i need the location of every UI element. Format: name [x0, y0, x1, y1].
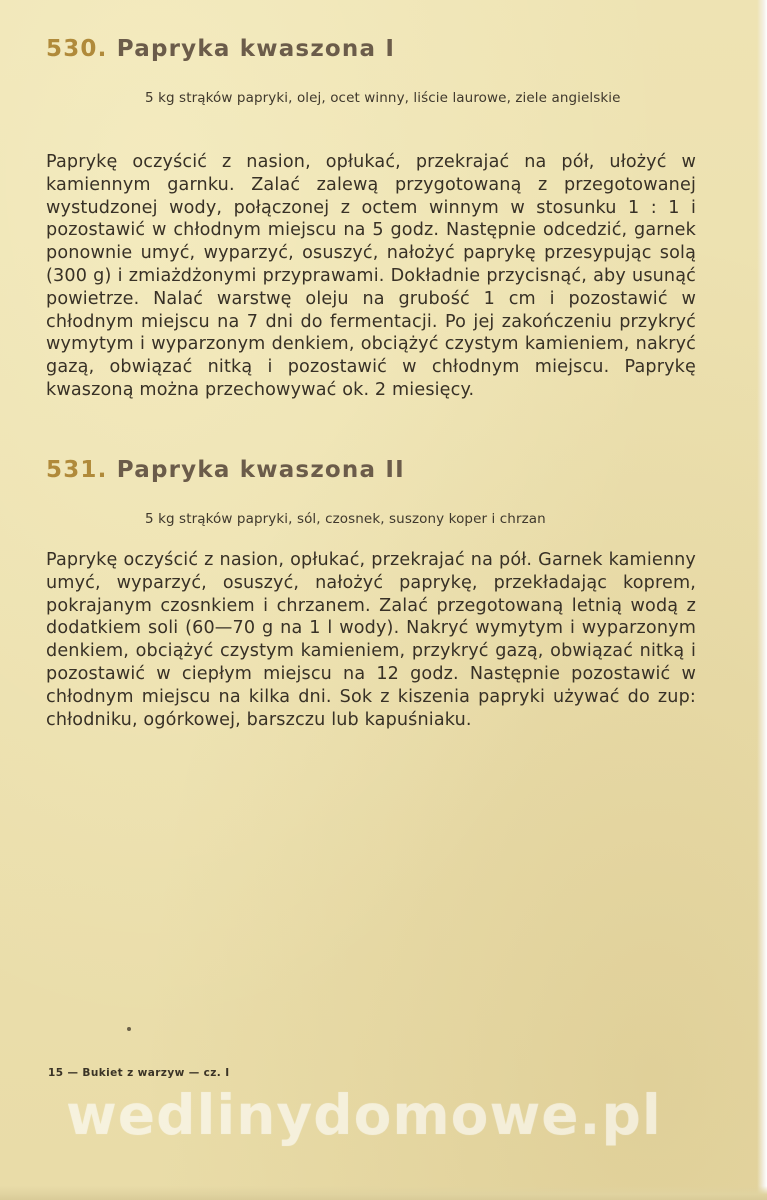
recipe-530-number: 530.	[46, 36, 108, 62]
print-speck	[127, 1027, 131, 1031]
recipe-531-number: 531.	[46, 457, 108, 483]
recipe-531-ingredients: 5 kg strąków papryki, sól, czosnek, suszony koper i chrzan	[145, 511, 546, 527]
recipe-530-heading	[46, 36, 395, 62]
page-edge-bottom	[0, 1186, 767, 1200]
recipe-530-title: Papryka kwaszona I	[116, 36, 396, 62]
recipe-531-title: Papryka kwaszona II	[116, 457, 405, 483]
page-footer-signature: 15 — Bukiet z warzyw — cz. I	[48, 1067, 230, 1079]
recipe-530-instructions: Paprykę oczyścić z nasion, opłukać, przekrajać na pół, ułożyć w kamiennym garnku. Zalać zalewą przygotowaną z przegotowanej wystudzonej wody, połączonej z octem winnym w stosunku 1 : 1 i pozostawić w chłodnym miejscu na 5 godz. Następnie odcedzić, garnek ponownie umyć, wyparzyć, osuszyć, nałożyć paprykę przesypując solą (300 g) i zmiażdżonymi przyprawami. Dokładnie przycisnąć, aby usunąć powietrze. Nalać warstwę oleju na grubość 1 cm i pozostawić w chłodnym miejscu na 7 dni do fermentacji. Po jej zakończeniu przykryć wymytym i wyparzonym denkiem, obciążyć czystym kamieniem, nakryć gazą, obwiązać nitką i pozostawić w chłodnym miejscu. Paprykę kwaszoną można przechowywać ok. 2 miesięcy.	[46, 152, 696, 400]
recipe-531-instructions: Paprykę oczyścić z nasion, opłukać, przekrajać na pół. Garnek kamienny umyć, wyparzyć, osuszyć, nałożyć paprykę, przekładając koprem, pokrajanym czosnkiem i chrzanem. Zalać przegotowaną letnią wodą z dodatkiem soli (60—70 g na 1 l wody). Nakryć wymytym i wyparzonym denkiem, obciążyć czystym kamieniem, przykryć gazą, obwiązać nitką i pozostawić w ciepłym miejscu na 12 godz. Następnie pozostawić w chłodnym miejscu na kilka dni. Sok z kiszenia papryki używać do zup: chłodniku, ogórkowej, barszczu lub kapuśniaku.	[46, 550, 696, 730]
recipe-530-ingredients: 5 kg strąków papryki, olej, ocet winny, liście laurowe, ziele angielskie	[145, 90, 621, 106]
site-watermark: wedlinydomowe.pl	[66, 1083, 662, 1147]
recipe-531-heading	[46, 457, 405, 483]
page-edge-right	[757, 0, 767, 1200]
